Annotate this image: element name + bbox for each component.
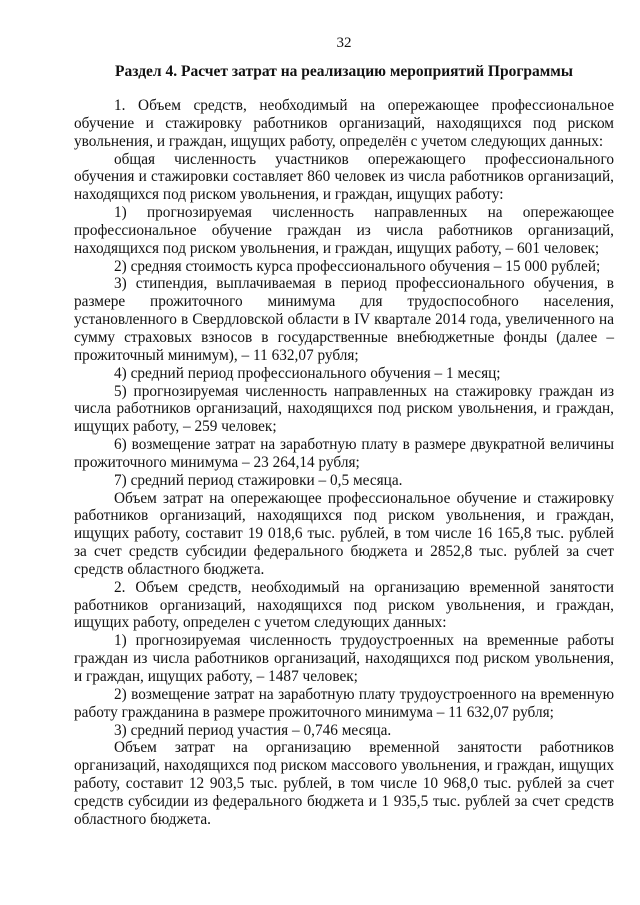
- list-item-temporary-salary-compensation: 2) возмещение затрат на заработную плату трудоустроенного на временную работу гражданина в размере прожиточного минимума – 11 632,07 рубля;: [74, 685, 614, 721]
- list-item-training-count: 1) прогнозируемая численность направленных на опережающее профессиональное обучение граждан из числа работников организаций, находящихся под риском увольнения, и граждан, ищущих работу, – 601 человек;: [74, 204, 614, 257]
- list-item-salary-compensation: 6) возмещение затрат на заработную плату в размере двукратной величины прожиточного минимума – 23 264,14 рубля;: [74, 436, 614, 471]
- list-item-stipend: 3) стипендия, выплачиваемая в период профессионального обучения, в размере прожиточного минимума для трудоспособного населения, установленного в Свердловской области в IV квартале 2014 года, увеличенного на сумму страховых взносов в государственные внебюджетные фонды (далее – прожиточный минимум), – 11 632,07 рубля;: [74, 275, 614, 364]
- list-item-internship-count: 5) прогнозируемая численность направленных на стажировку граждан из числа работников организаций, находящихся под риском увольнения, и граждан, ищущих работу, – 259 человек;: [74, 382, 614, 436]
- section-title: Раздел 4. Расчет затрат на реализацию мероприятий Программы: [115, 63, 573, 80]
- list-item-internship-period: 7) средний период стажировки – 0,5 месяца.: [114, 471, 403, 489]
- page-number: 32: [336, 35, 352, 51]
- list-item-training-period: 4) средний период профессионального обучения – 1 месяц;: [114, 364, 501, 382]
- list-item-participation-period: 3) средний период участия – 0,746 месяца.: [114, 721, 392, 739]
- paragraph-training-cost-total: Объем затрат на опережающее профессиональное обучение и стажировку работников организаций, находящихся под риском увольнения, и граждан, ищущих работу, составит 19 018,6 тыс. рублей, в том числе 16 165,8 тыс. рублей за счет средств субсидии федерального бюджета и 2852,8 тыс. рублей за счет средств областного бюджета.: [74, 489, 614, 578]
- paragraph-temporary-employment-cost-total: Объем затрат на организацию временной занятости работников организаций, находящихся под риском массового увольнения, и граждан, ищущих работу, составит 12 903,5 тыс. рублей, в том числе 10 968,0 тыс. рублей за счет средств субсидии из федерального бюджета и 1 935,5 тыс. рублей за счет средств областного бюджета.: [74, 739, 614, 828]
- list-item-temporary-workers-count: 1) прогнозируемая численность трудоустроенных на временные работы граждан из числа работников организаций, находящихся под риском увольнения, и граждан, ищущих работу, – 1487 человек;: [74, 632, 614, 685]
- paragraph-funds-temporary-employment-intro: 2. Объем средств, необходимый на организацию временной занятости работников организаций, находящихся под риском увольнения, и граждан, ищущих работу, определен с учетом следующих данных:: [74, 578, 614, 632]
- section-body: [74, 97, 614, 829]
- paragraph-total-participants: общая численность участников опережающего профессионального обучения и стажировки составляет 860 человек из числа работников организаций, находящихся под риском увольнения, и граждан, ищущих работу:: [74, 150, 614, 204]
- list-item-course-cost: 2) средняя стоимость курса профессионального обучения – 15 000 рублей;: [114, 257, 601, 275]
- paragraph-funds-training-intro: 1. Объем средств, необходимый на опережающее профессиональное обучение и стажировку работников организаций, находящихся под риском увольнения, и граждан, ищущих работу, определён с учетом следующих данных:: [74, 97, 614, 150]
